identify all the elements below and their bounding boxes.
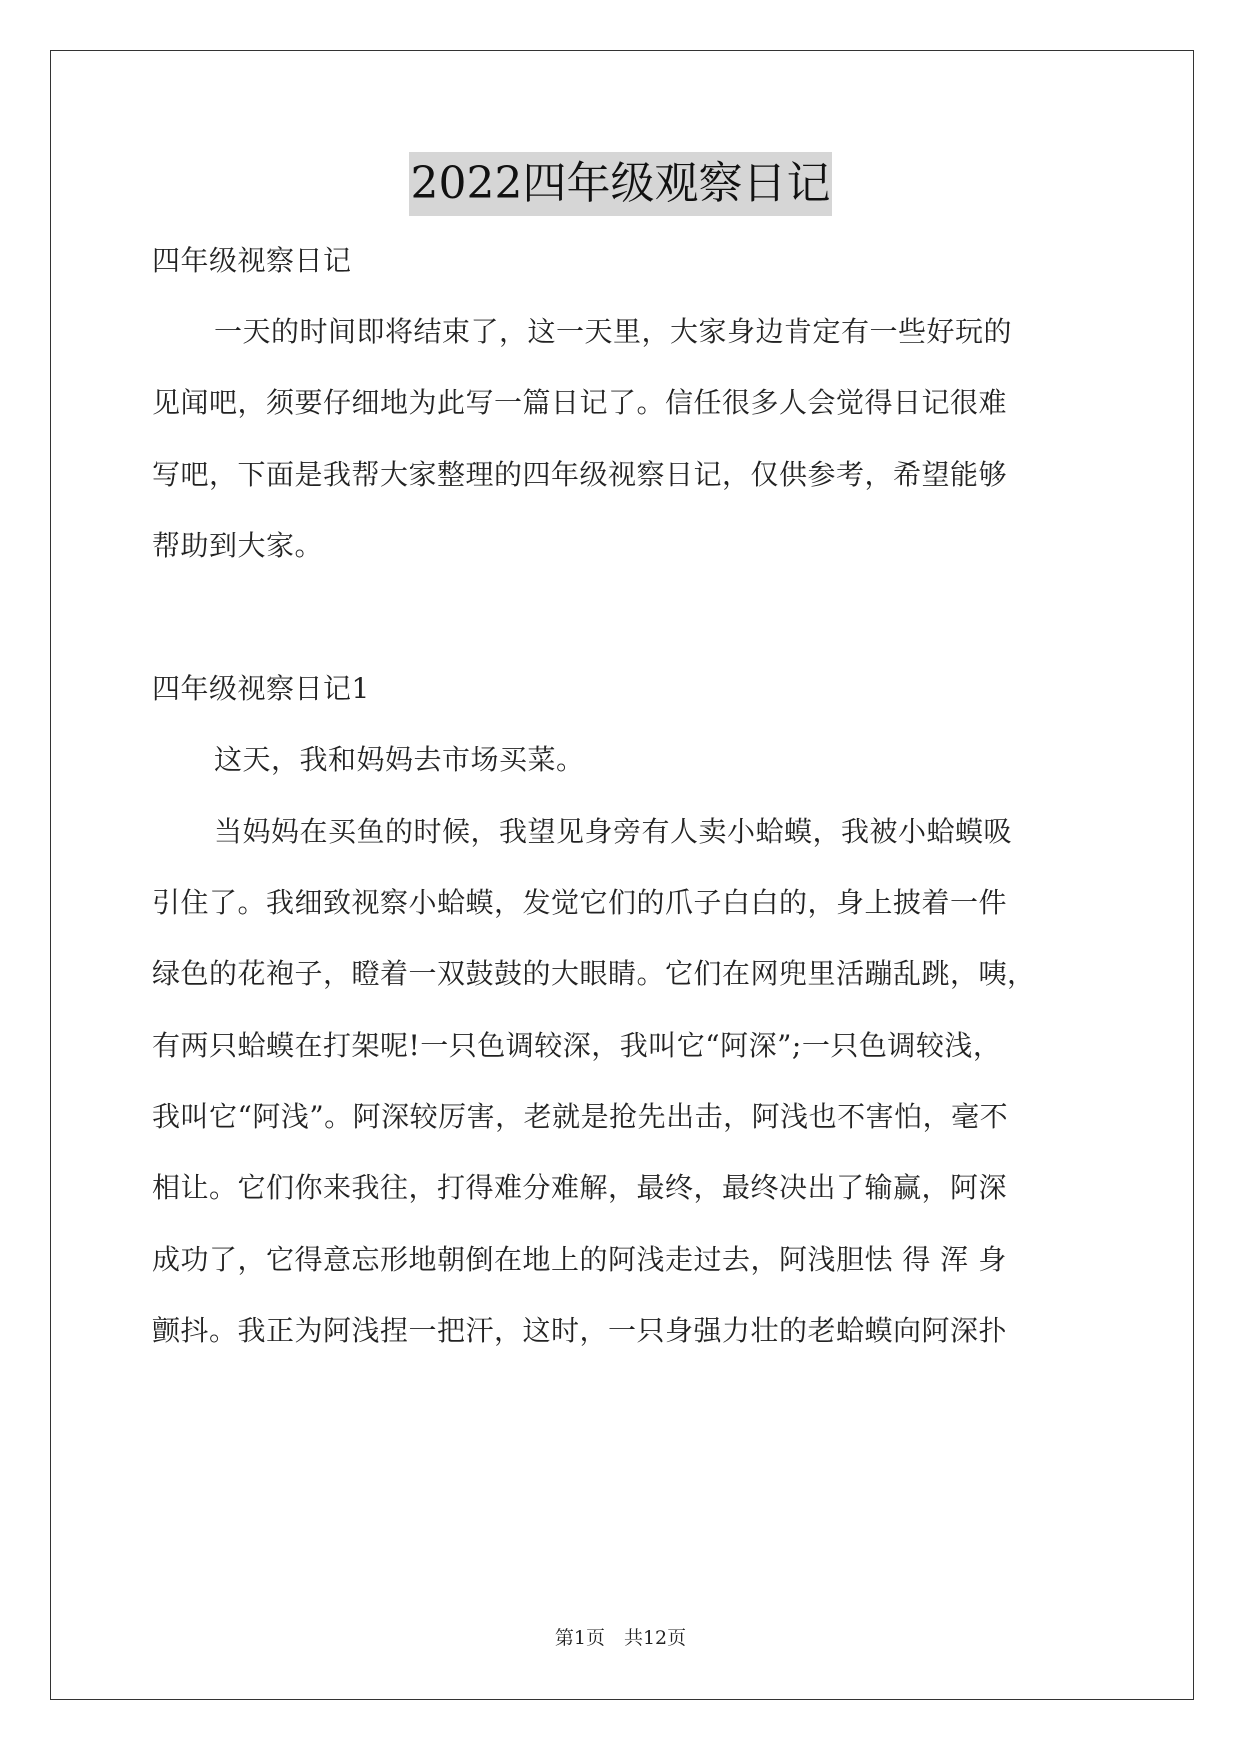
paragraph-line: 相让。它们你来我往，打得难分难解，最终，最终决出了输赢，阿深 bbox=[152, 1171, 1008, 1204]
title-container bbox=[0, 152, 1241, 216]
page-border bbox=[50, 50, 1194, 1700]
paragraph-line: 有两只蛤蟆在打架呢!一只色调较深，我叫它“阿深”;一只色调较浅， bbox=[152, 1029, 1002, 1062]
section-heading: 四年级视察日记1 bbox=[152, 672, 370, 705]
paragraph-line: 帮助到大家。 bbox=[152, 529, 324, 562]
paragraph-line: 这天，我和妈妈去市场买菜。 bbox=[214, 743, 585, 776]
paragraph-line: 成功了，它得意忘形地朝倒在地上的阿浅走过去，阿浅胆怯 得 浑 身 bbox=[152, 1243, 1007, 1276]
paragraph-line: 我叫它“阿浅”。阿深较厉害，老就是抢先出击，阿浅也不害怕，毫不 bbox=[152, 1100, 1009, 1133]
paragraph-line: 一天的时间即将结束了，这一天里，大家身边肯定有一些好玩的 bbox=[214, 315, 1013, 348]
paragraph-line: 写吧，下面是我帮大家整理的四年级视察日记，仅供参考，希望能够 bbox=[152, 458, 1008, 491]
paragraph-line: 当妈妈在买鱼的时候，我望见身旁有人卖小蛤蟆，我被小蛤蟆吸 bbox=[214, 815, 1013, 848]
paragraph-line: 见闻吧，须要仔细地为此写一篇日记了。信任很多人会觉得日记很难 bbox=[152, 386, 1008, 419]
document-title: 2022四年级观察日记 bbox=[409, 152, 833, 216]
page-number: 第1页 共12页 bbox=[554, 1627, 687, 1649]
paragraph-line: 引住了。我细致视察小蛤蟆，发觉它们的爪子白白的，身上披着一件 bbox=[152, 886, 1008, 919]
paragraph-line: 绿色的花袍子，瞪着一双鼓鼓的大眼睛。它们在网兜里活蹦乱跳，咦， bbox=[152, 957, 1036, 990]
paragraph-line: 颤抖。我正为阿浅捏一把汗，这时，一只身强力壮的老蛤蟆向阿深扑 bbox=[152, 1314, 1008, 1347]
intro-heading: 四年级视察日记 bbox=[152, 244, 352, 277]
